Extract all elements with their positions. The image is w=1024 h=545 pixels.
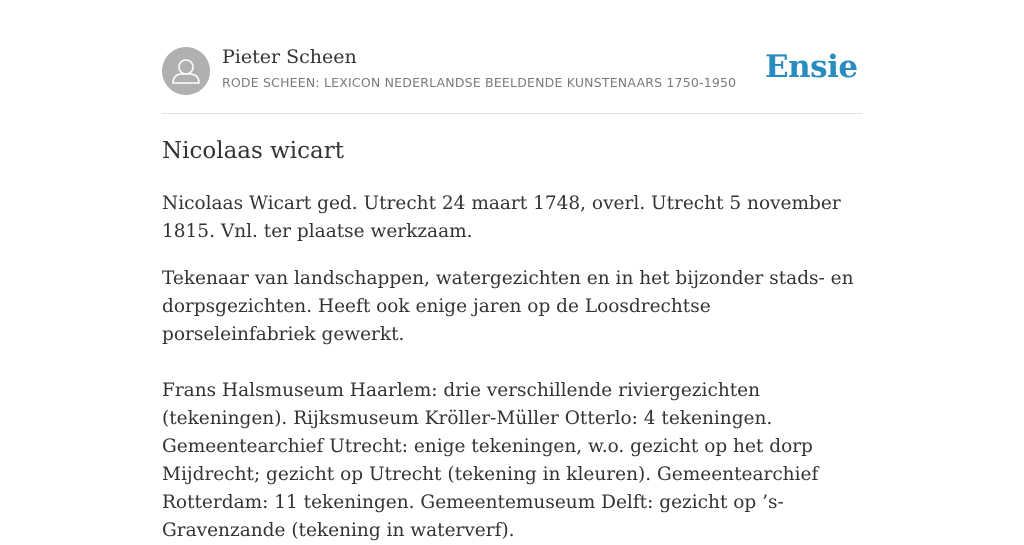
- user-icon: [162, 47, 210, 95]
- ensie-logo[interactable]: Ensie: [765, 49, 858, 85]
- article-paragraph: Tekenaar van landschappen, watergezichten en in het bijzonder stads- en dorpsgezichten. Heeft ook enige jaren op de Loosdrechtse porseleinfabriek gewerkt.: [162, 268, 854, 345]
- source-title[interactable]: RODE SCHEEN: LEXICON NEDERLANDSE BEELDENDE KUNSTENAARS 1750-1950: [222, 75, 737, 90]
- article-paragraph: Frans Halsmuseum Haarlem: drie verschillende riviergezichten (tekeningen). Rijksmuseum Kröller-Müller Otterlo: 4 tekeningen. Gemeentearchief Utrecht: enige tekeningen, w.o. gezicht op het dorp Mijdrecht; gezicht op Utrecht (tekening in kleuren). Gemeentearchief Rotterdam: 11 tekeningen. Gemeentemuseum Delft: gezicht op ’s-Gravenzande (tekening in waterverf).: [162, 380, 819, 541]
- article-paragraph: Nicolaas Wicart ged. Utrecht 24 maart 1748, overl. Utrecht 5 november 1815. Vnl. ter plaatse werkzaam.: [162, 193, 841, 242]
- author-avatar[interactable]: [162, 47, 210, 95]
- article-title: Nicolaas wicart: [162, 138, 344, 164]
- article-header: [162, 0, 862, 114]
- author-name[interactable]: Pieter Scheen: [222, 46, 357, 68]
- page: [162, 0, 862, 541]
